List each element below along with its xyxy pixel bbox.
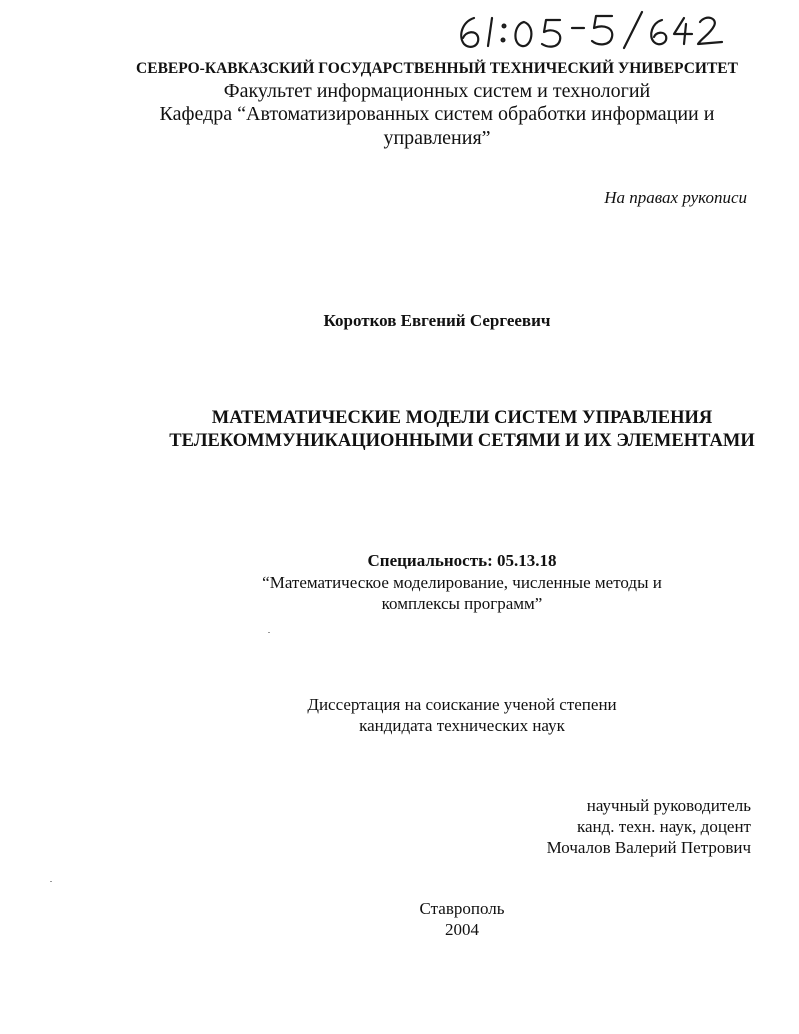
dissertation-title-line1: МАТЕМАТИЧЕСКИЕ МОДЕЛИ СИСТЕМ УПРАВЛЕНИЯ <box>211 408 713 428</box>
university-name: СЕВЕРО-КАВКАЗСКИЙ ГОСУДАРСТВЕННЫЙ ТЕХНИЧЕСКИЙ УНИВЕРСИТЕТ <box>136 60 738 77</box>
supervisor-role: научный руководитель <box>586 796 751 815</box>
specialty-name-line2: комплексы программ” <box>381 594 543 613</box>
supervisor-name: Мочалов Валерий Петрович <box>546 838 751 857</box>
specialty-name-line1: “Математическое моделирование, численные методы и <box>262 573 662 592</box>
handwritten-catalog-number <box>452 6 752 54</box>
scan-speck <box>268 632 270 633</box>
faculty-name: Факультет информационных систем и технологий <box>223 80 651 102</box>
scan-speck <box>50 881 52 882</box>
department-name-line1: Кафедра “Автоматизированных систем обработки информации и <box>159 103 715 125</box>
dissertation-degree-line1: Диссертация на соискание ученой степени <box>307 695 617 714</box>
manuscript-note: На правах рукописи <box>604 188 747 207</box>
year: 2004 <box>445 920 479 939</box>
specialty-label: Специальность: 05.13.18 <box>367 551 557 570</box>
department-name-line2: управления” <box>383 127 491 149</box>
dissertation-title-line2: ТЕЛЕКОММУНИКАЦИОННЫМИ СЕТЯМИ И ИХ ЭЛЕМЕНТАМИ <box>169 431 755 451</box>
author-name: Коротков Евгений Сергеевич <box>323 311 551 330</box>
supervisor-degree: канд. техн. наук, доцент <box>576 817 751 836</box>
handwritten-catalog-number-drawing <box>452 6 752 54</box>
city: Ставрополь <box>419 899 505 918</box>
dissertation-degree-line2: кандидата технических наук <box>359 716 565 735</box>
